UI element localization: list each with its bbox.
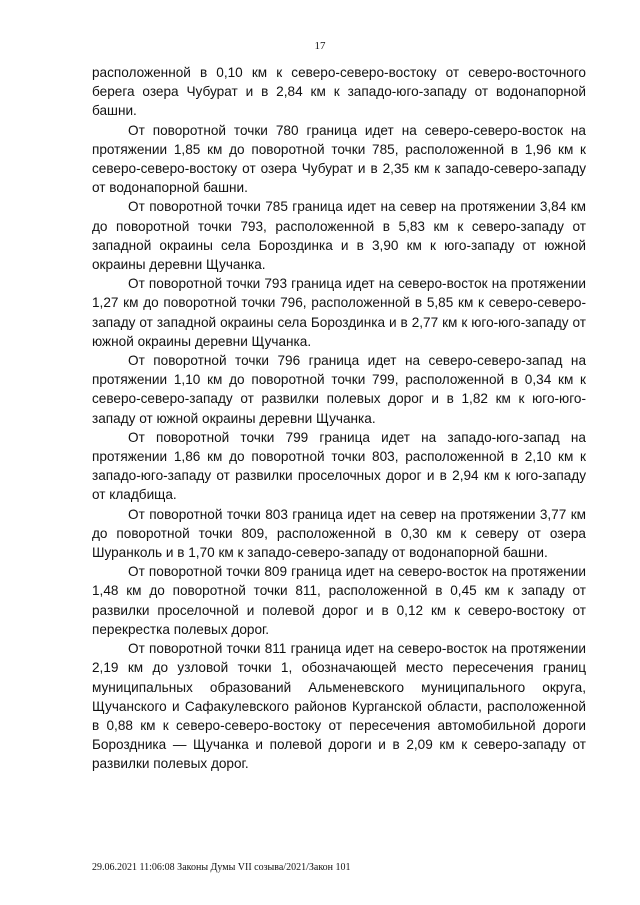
paragraph-point-780: От поворотной точки 780 граница идет на северо-северо-восток на протяжении 1,85 км до поворотной точки 785, расположенной в 1,96 км к северо-северо-востоку от озера Чубурат и в 2,35 км к западо-северо-западу от водонапорной башни. (92, 122, 586, 196)
page-number: 17 (314, 40, 326, 52)
paragraph-point-811: От поворотной точки 811 граница идет на северо-восток на протяжении 2,19 км до узловой точки 1, обозначающей место пересечения границ муниципальных образований Альменевского муниципального округа, Щучанского и Сафакулевского районов Курганской области, расположенной в 0,88 км к северо-северо-востоку от пересечения автомобильной дороги Бороздника — Щучанка и полевой дороги и в 2,09 км к северо-западу от развилки полевых дорог. (92, 641, 586, 772)
paragraph-point-799: От поворотной точки 799 граница идет на западо-юго-запад на протяжении 1,86 км до поворотной точки 803, расположенной в 2,10 км к западо-юго-западу от развилки проселочных дорог и в 2,94 км к юго-западу от кладбища. (92, 429, 586, 503)
paragraph-point-796: От поворотной точки 796 граница идет на северо-северо-запад на протяжении 1,10 км до поворотной точки 799, расположенной в 0,34 км к северо-северо-западу от развилки полевых дорог и в 1,82 км к юго-юго-западу от южной окраины деревни Щучанка. (92, 353, 586, 426)
document-body (92, 63, 586, 774)
document-footer: 29.06.2021 11:06:08 Законы Думы VII созыва/2021/Закон 101 (92, 862, 351, 873)
paragraph-point-809: От поворотной точки 809 граница идет на северо-восток на протяжении 1,48 км до поворотной точки 811, расположенной в 0,45 км к западу от развилки проселочной и полевой дорог и в 0,12 км к северо-востоку от перекрестка полевых дорог. (92, 564, 586, 637)
paragraph-continuation: расположенной в 0,10 км к северо-северо-востоку от северо-восточного берега озера Чубурат и в 2,84 км к западо-юго-западу от водонапорной башни. (92, 65, 586, 119)
paragraph-point-793: От поворотной точки 793 граница идет на северо-восток на протяжении 1,27 км до поворотной точки 796, расположенной в 5,85 км к северо-северо-западу от западной окраины села Бороздинка и в 2,77 км к юго-юго-западу от южной окраины деревни Щучанка. (92, 276, 586, 349)
paragraph-point-785: От поворотной точки 785 граница идет на север на протяжении 3,84 км до поворотной точки 793, расположенной в 5,83 км к северо-западу от западной окраины села Бороздинка и в 3,90 км к юго-западу от южной окраины деревни Щучанка. (92, 199, 586, 273)
paragraph-point-803: От поворотной точки 803 граница идет на север на протяжении 3,77 км до поворотной точки 809, расположенной в 0,30 км к северу от озера Шуранколь и в 1,70 км к западо-северо-западу от водонапорной башни. (92, 506, 586, 561)
